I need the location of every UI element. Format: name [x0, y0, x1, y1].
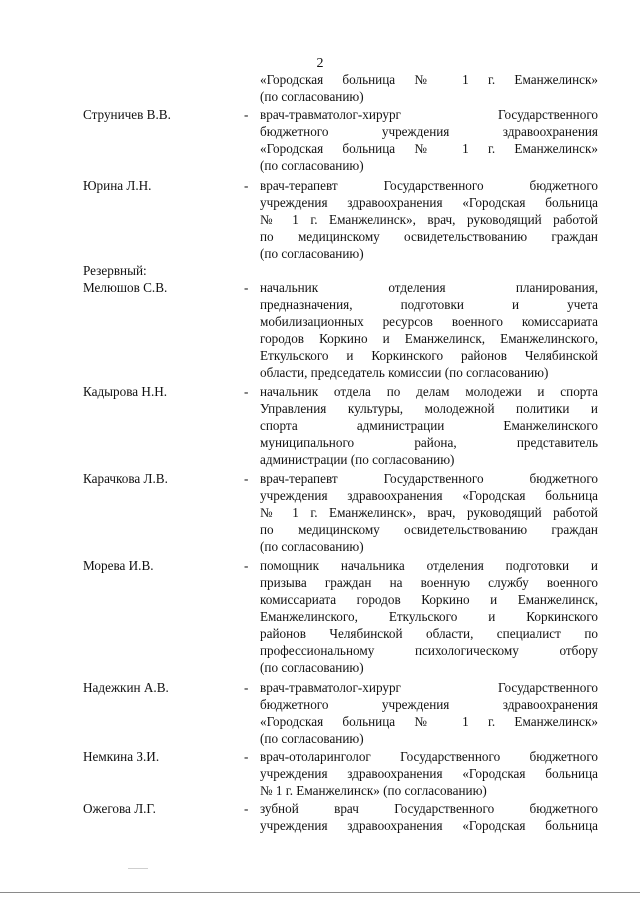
member-description: врач-отоларинголог Государственного бюджетного учреждения здравоохранения «Городская больница № 1 г. Еманжелинск» (по согласованию)	[260, 749, 598, 798]
member-dash: -	[244, 280, 249, 295]
member-description: врач-терапевт Государственного бюджетного учреждения здравоохранения «Городская больница № 1 г. Еманжелинск», врач, руководящий работой по медицинскому освидетельствованию граждан (по согласованию)	[260, 178, 598, 261]
continuation-text: «Городская больница № 1 г. Еманжелинск» (по согласованию)	[260, 72, 598, 104]
member-name: Струничев В.В.	[83, 107, 171, 122]
member-name: Надежкин А.В.	[83, 680, 169, 695]
member-dash: -	[244, 384, 249, 399]
member-name: Ожегова Л.Г.	[83, 801, 156, 816]
scan-mark	[128, 868, 148, 869]
member-name: Кадырова Н.Н.	[83, 384, 168, 399]
member-dash: -	[244, 680, 249, 695]
member-dash: -	[244, 178, 249, 193]
member-description: врач-терапевт Государственного бюджетного учреждения здравоохранения «Городская больница № 1 г. Еманжелинск», врач, руководящий работой по медицинскому освидетельствованию граждан (по согласованию)	[260, 471, 598, 554]
member-dash: -	[244, 107, 249, 122]
member-dash: -	[244, 749, 249, 764]
member-dash: -	[244, 801, 249, 816]
member-name: Немкина З.И.	[83, 749, 160, 764]
member-description: начальник отдела по делам молодежи и спорта Управления культуры, молодежной политики и спорта администрации Еманжелинского муниципального района, представитель администрации (по согласованию)	[260, 384, 598, 467]
page-number: 2	[316, 56, 324, 71]
member-dash: -	[244, 471, 249, 486]
member-dash: -	[244, 558, 249, 573]
member-description: начальник отделения планирования, предназначения, подготовки и учета мобилизационных ресурсов военного комиссариата городов Коркино и Еманжелинск, Еманжелинского, Еткульского и Коркинского районов Челябинской области, председатель комиссии (по согласованию)	[260, 280, 598, 380]
reserve-label: Резервный:	[83, 263, 147, 278]
member-description: зубной врач Государственного бюджетного учреждения здравоохранения «Городская больница	[260, 801, 598, 833]
member-name: Морева И.В.	[83, 558, 154, 573]
member-description: врач-травматолог-хирург Государственного бюджетного учреждения здравоохранения «Городская больница № 1 г. Еманжелинск» (по согласованию)	[260, 107, 598, 173]
page-bottom-edge	[0, 892, 640, 893]
member-name: Карачкова Л.В.	[83, 471, 168, 486]
member-name: Мелюшов С.В.	[83, 280, 168, 295]
member-description: врач-травматолог-хирург Государственного бюджетного учреждения здравоохранения «Городская больница № 1 г. Еманжелинск» (по согласованию)	[260, 680, 598, 746]
member-name: Юрина Л.Н.	[83, 178, 152, 193]
member-description: помощник начальника отделения подготовки и призыва граждан на военную службу военного комиссариата городов Коркино и Еманжелинск, Еманжелинского, Еткульского и Коркинского районов Челябинской области, специалист по профессиональному психологическому отбору (по согласованию)	[260, 558, 598, 675]
